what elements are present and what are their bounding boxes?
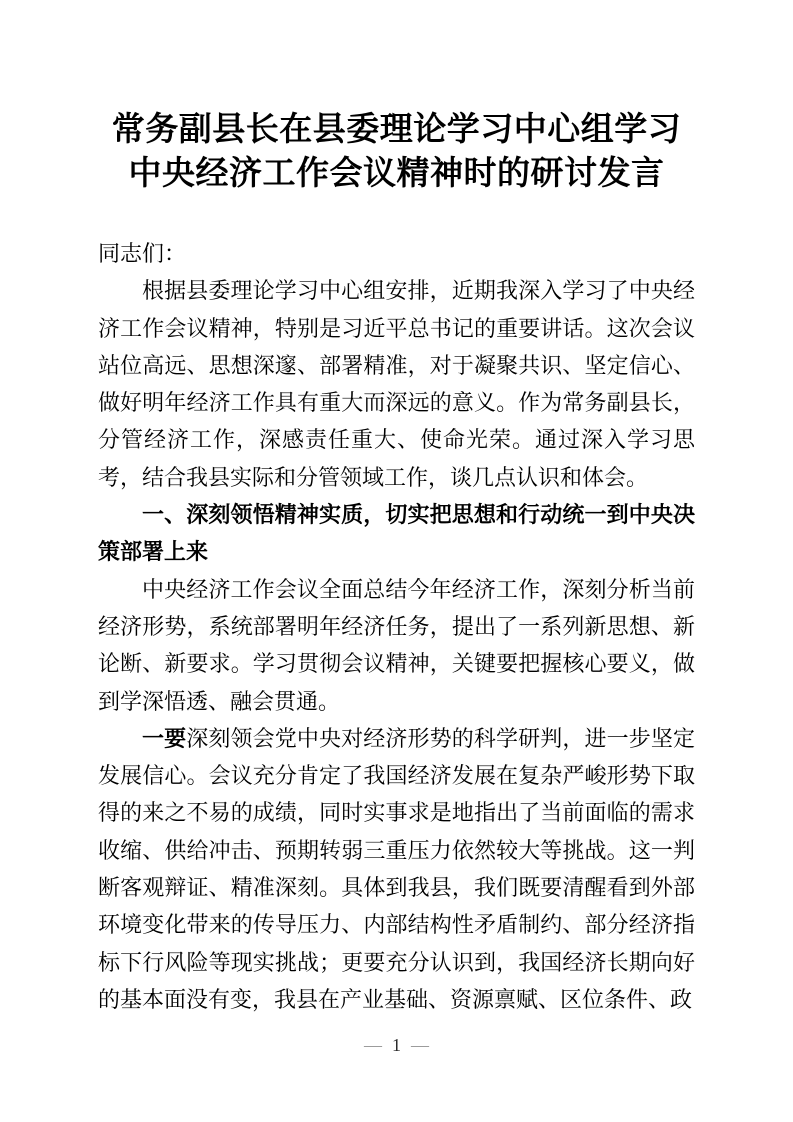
paragraph: 中央经济工作会议全面总结今年经济工作，深刻分析当前经济形势，系统部署明年经济任务，提出了一系列新思想、新论断、新要求。学习贯彻会议精神，关键要把握核心要义，做到学深悟透、融会贯通。 (98, 576, 695, 714)
section-heading: 一、深刻领悟精神实质，切实把思想和行动统一到中央决策部署上来 (98, 502, 695, 565)
page-number: 1 (392, 1035, 401, 1055)
document-title: 常务副县长在县委理论学习中心组学习中央经济工作会议精神时的研讨发言 (111, 112, 682, 192)
paragraph (98, 720, 695, 1018)
document-body (98, 235, 695, 1018)
paragraph: 根据县委理论学习中心组安排，近期我深入学习了中央经济工作会议精神，特别是习近平总书记的重要讲话。这次会议站位高远、思想深邃、部署精准，对于凝聚共识、坚定信心、做好明年经济工作具有重大而深远的意义。作为常务副县长，分管经济工作，深感责任重大、使命光荣。通过深入学习思考，结合我县实际和分管领域工作，谈几点认识和体会。 (98, 278, 695, 490)
salutation: 同志们： (98, 241, 187, 266)
page-footer (0, 1033, 793, 1057)
footer-dash-right: — (411, 1035, 429, 1055)
footer-dash-left: — (364, 1035, 382, 1055)
paragraph-text: 深刻领会党中央对经济形势的科学研判，进一步坚定发展信心。会议充分肯定了我国经济发展在复杂严峻形势下取得的来之不易的成绩，同时实事求是地指出了当前面临的需求收缩、供给冲击、预期转弱三重压力依然较大等挑战。这一判断客观辩证、精准深刻。具体到我县，我们既要清醒看到外部环境变化带来的传导压力、内部结构性矛盾制约、部分经济指标下行风险等现实挑战；更要充分认识到，我国经济长期向好的基本面没有变，我县在产业基础、资源禀赋、区位条件、政 (98, 725, 695, 1012)
paragraph-lead: 一要 (142, 725, 187, 751)
